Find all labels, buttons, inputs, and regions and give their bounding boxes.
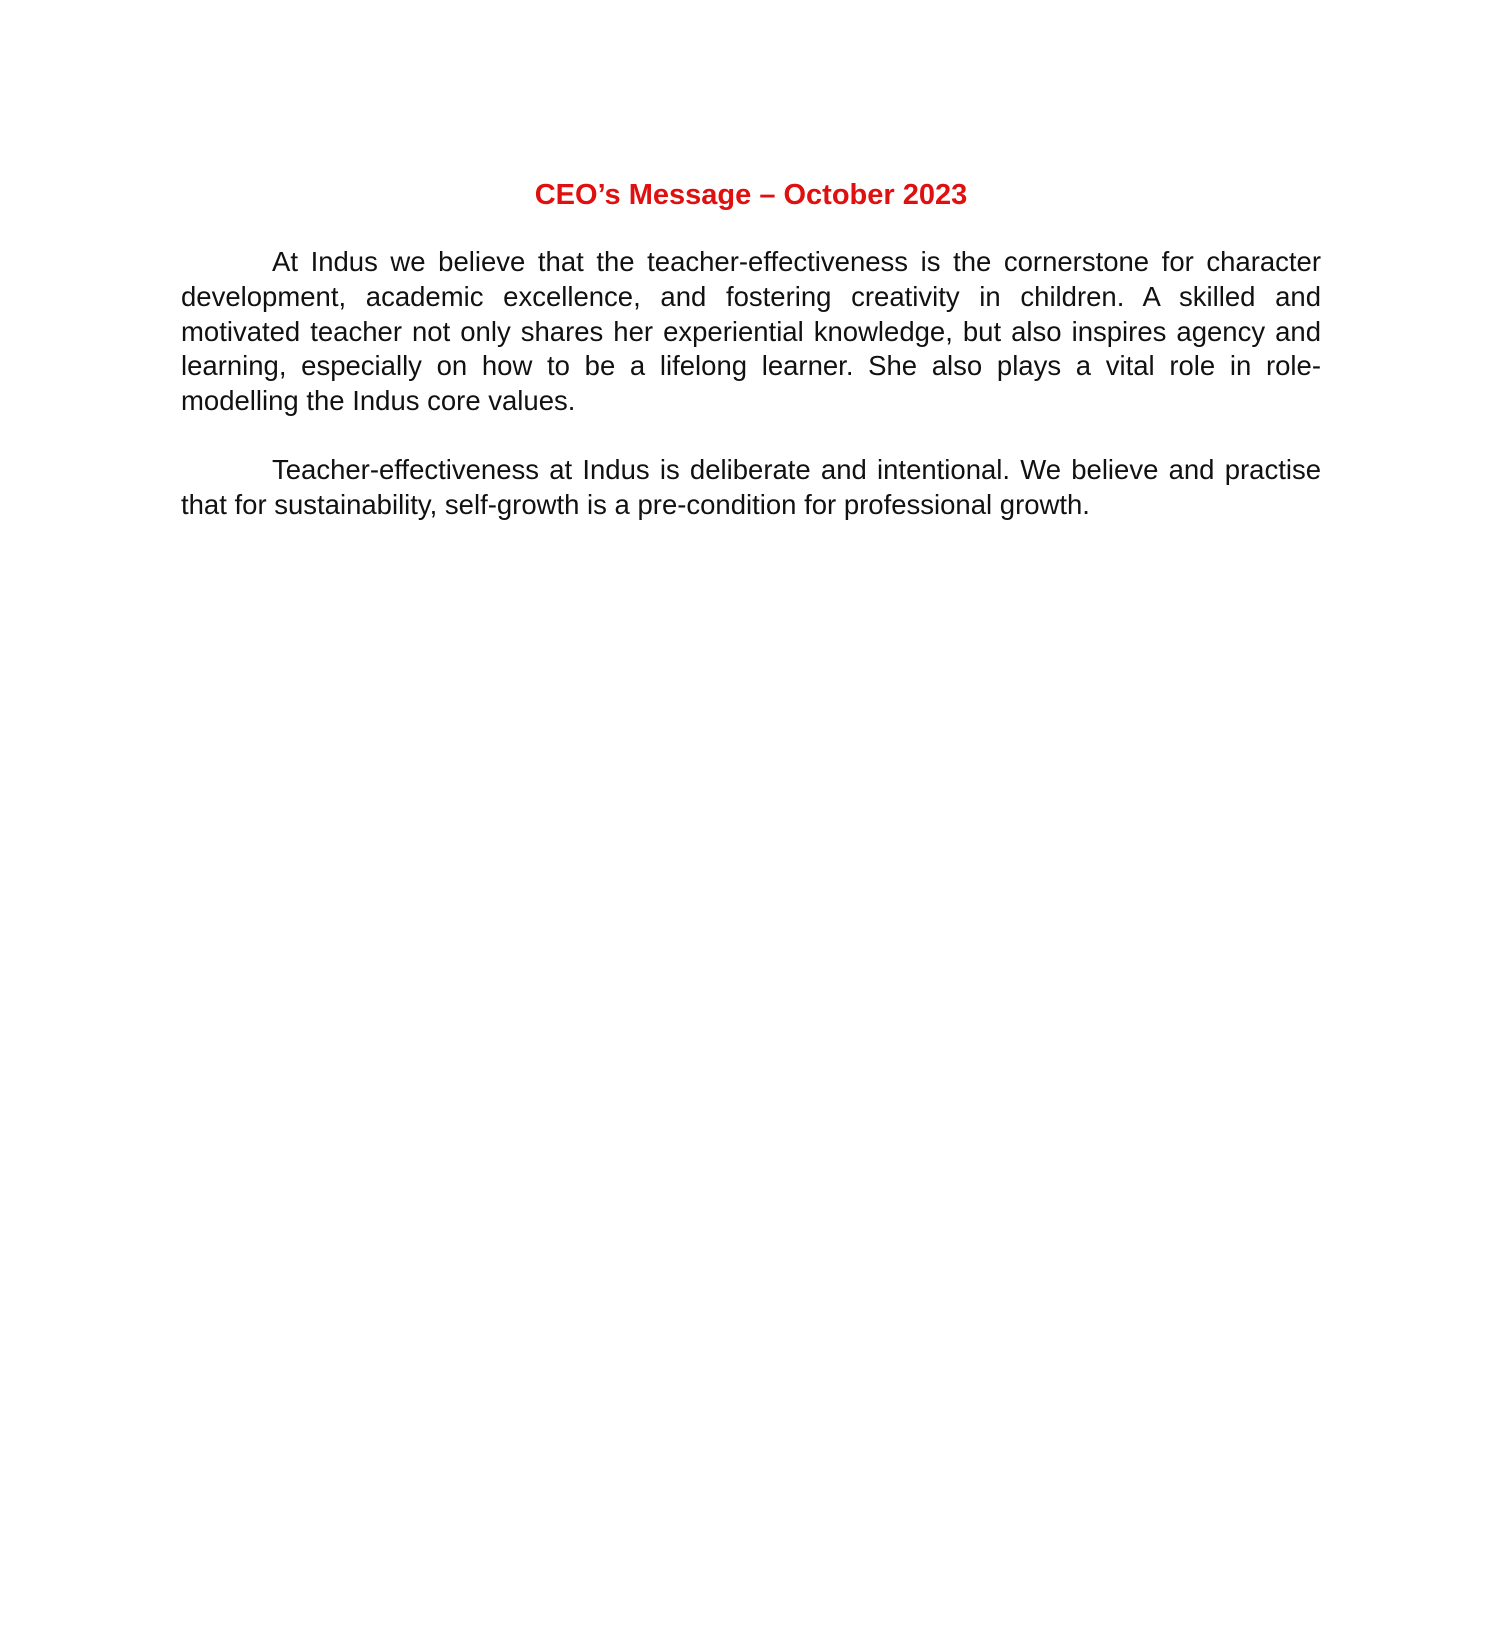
paragraph-teacher-effectiveness: At Indus we believe that the teacher-effectiveness is the cornerstone for character development, academic excellence, and fostering creativity in children. A skilled and motivated teacher not only shares her experiential knowledge, but also inspires agency and learning, especially on how to be a lifelong learner. She also plays a vital role in role-modelling the Indus core values. <box>181 246 1321 417</box>
paragraph-self-growth: Teacher-effectiveness at Indus is deliberate and intentional. We believe and practise that for sustainability, self-growth is a pre-condition for professional growth. <box>181 453 1321 520</box>
document-title: CEO’s Message – October 2023 <box>534 179 968 211</box>
document-body <box>181 175 1321 523</box>
